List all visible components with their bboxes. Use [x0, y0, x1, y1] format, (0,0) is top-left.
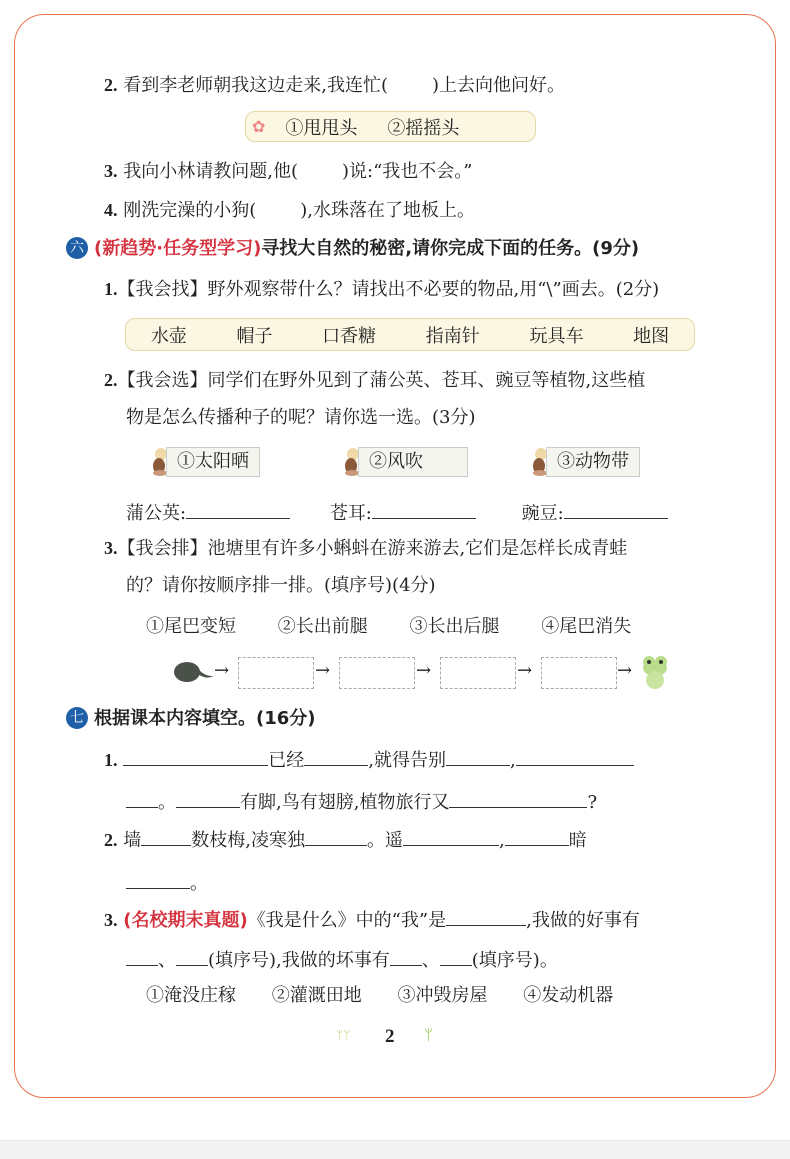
- answer-blank[interactable]: [305, 825, 367, 846]
- item-number: 2.: [104, 75, 118, 95]
- text: 《我是什么》中的“我”是: [247, 910, 447, 931]
- item[interactable]: 玩具车: [529, 325, 584, 347]
- text: 【我会选】同学们在野外见到了蒲公英、苍耳、豌豆等植物,这些植: [117, 370, 646, 391]
- answer-blank[interactable]: [446, 745, 510, 766]
- item[interactable]: 帽子: [236, 325, 273, 347]
- plant-label: 苍耳:: [329, 503, 372, 524]
- answer-blank[interactable]: [440, 945, 472, 966]
- page-number: 2: [385, 1026, 395, 1047]
- text: 有脚,鸟有翅膀,植物旅行又: [240, 792, 450, 813]
- frog-icon: [640, 654, 670, 694]
- text: 、: [421, 950, 440, 971]
- text: 【我会找】野外观察带什么？请找出不必要的物品,用“\”画去。(2分): [117, 279, 660, 300]
- answer-blank[interactable]: [304, 745, 368, 766]
- arrow-icon: →: [315, 660, 331, 681]
- item-number: 1.: [104, 279, 118, 299]
- text: ,: [498, 830, 505, 851]
- option: ①淹没庄稼: [146, 985, 236, 1006]
- section-title: 寻找大自然的秘密,请你完成下面的任务。(9分): [261, 238, 640, 259]
- option: ②灌溉田地: [271, 985, 362, 1006]
- item-number: 4.: [104, 200, 118, 220]
- text: 刚洗完澡的小狗(: [123, 200, 257, 221]
- q6-s3-line2: 的？请你按顺序排一排。(填序号)(4分): [126, 575, 436, 596]
- order-box[interactable]: [339, 657, 415, 689]
- answer-blank[interactable]: [372, 498, 476, 519]
- option: ①尾巴变短: [146, 616, 236, 637]
- item-number: 2.: [104, 370, 118, 390]
- order-box[interactable]: [541, 657, 617, 689]
- arrow-icon: →: [517, 660, 533, 681]
- q5-item4: [104, 197, 475, 224]
- q6-s2-line1: [104, 367, 645, 394]
- item[interactable]: 地图: [633, 325, 670, 347]
- plant-label: 蒲公英:: [126, 503, 187, 524]
- source-tag: (名校期末真题): [123, 910, 248, 931]
- option: ③冲毁房屋: [397, 985, 488, 1006]
- item-number: 3.: [104, 538, 118, 558]
- order-box[interactable]: [238, 657, 314, 689]
- text: 已经: [268, 750, 305, 771]
- sprout-icon: ᛘ: [424, 1026, 434, 1044]
- item[interactable]: 口香糖: [322, 325, 377, 347]
- q5-item2: [104, 72, 565, 99]
- q7-s3-line2: [126, 945, 558, 974]
- q5-options-box: [245, 111, 536, 142]
- tadpole-options: [146, 614, 631, 640]
- answer-blank[interactable]: [176, 945, 208, 966]
- answer-blank[interactable]: [516, 745, 634, 766]
- arrow-icon: →: [416, 660, 432, 681]
- text: 看到李老师朝我这边走来,我连忙(: [123, 75, 388, 96]
- option: ②长出前腿: [277, 616, 368, 637]
- option: ④发动机器: [523, 985, 614, 1006]
- text: ?: [587, 792, 598, 813]
- arrow-icon: →: [214, 660, 230, 681]
- q6-heading: [66, 236, 639, 262]
- text: 【我会排】池塘里有许多小蝌蚪在游来游去,它们是怎样长成青蛙: [117, 538, 628, 559]
- answer-blank[interactable]: [126, 945, 158, 966]
- text: ),水珠落在了地板上。: [300, 200, 476, 221]
- option-tag: ①太阳晒: [166, 447, 260, 477]
- section-title: 根据课本内容填空。(16分): [94, 708, 316, 729]
- answer-blank[interactable]: [141, 825, 191, 846]
- flower-icon: ✿: [252, 117, 266, 136]
- answer-blank[interactable]: [126, 868, 190, 889]
- text: 。遥: [366, 830, 403, 851]
- q5-item3: [104, 158, 472, 185]
- plant-label: 豌豆:: [521, 503, 564, 524]
- plant-answers: [126, 498, 668, 527]
- answer-blank[interactable]: [403, 825, 499, 846]
- answer-blank[interactable]: [186, 498, 290, 519]
- option-tag: ②风吹: [358, 447, 468, 477]
- q7-s2-line2: [126, 868, 208, 897]
- q6-s1: [104, 276, 659, 303]
- text: 、: [158, 950, 176, 971]
- q7-s3-line1: [104, 905, 640, 934]
- text: ,就得告别: [368, 750, 446, 771]
- q7-s2-line1: [104, 825, 587, 854]
- items-box: [125, 318, 695, 351]
- bottom-strip: [0, 1140, 790, 1159]
- answer-blank[interactable]: [176, 787, 240, 808]
- q6-s2-line2: 物是怎么传播种子的呢？请你选一选。(3分): [126, 407, 476, 428]
- q7-s1-line2: [126, 787, 597, 816]
- section-badge: 六: [66, 237, 88, 259]
- text: ,: [509, 750, 516, 771]
- section-tag: (新趋势·任务型学习): [94, 238, 262, 259]
- option: ②摇摇头: [387, 117, 460, 139]
- text: 暗: [568, 830, 587, 851]
- text: 我向小林请教问题,他(: [123, 161, 298, 182]
- text: 数枝梅,凌寒独: [191, 830, 305, 851]
- text: (填序号),我做的坏事有: [208, 950, 390, 971]
- arrow-icon: →: [617, 660, 633, 681]
- q7-s1-line1: [104, 745, 634, 774]
- item-number: 3.: [104, 910, 118, 930]
- answer-blank[interactable]: [126, 787, 158, 808]
- sprout-icon: ᛘᛘ: [336, 1028, 351, 1042]
- answer-blank[interactable]: [449, 787, 587, 808]
- answer-blank[interactable]: [446, 905, 526, 926]
- order-box[interactable]: [440, 657, 516, 689]
- option: ③长出后腿: [409, 616, 500, 637]
- text: (填序号)。: [471, 950, 558, 971]
- option-tag: ③动物带: [546, 447, 640, 477]
- answer-blank[interactable]: [564, 498, 668, 519]
- answer-blank[interactable]: [390, 945, 422, 966]
- q7-s3-options: [146, 983, 613, 1009]
- text: )上去向他问好。: [431, 75, 566, 96]
- item[interactable]: 指南针: [425, 325, 480, 347]
- item[interactable]: 水壶: [150, 325, 187, 347]
- text: 墙: [123, 830, 142, 851]
- item-number: 3.: [104, 161, 118, 181]
- text: ,我做的好事有: [526, 910, 640, 931]
- option: ①甩甩头: [285, 117, 358, 139]
- tadpole-icon: [172, 660, 214, 688]
- item-number: 1.: [104, 750, 118, 770]
- answer-blank[interactable]: [123, 745, 268, 766]
- q6-s3-line1: [104, 535, 627, 562]
- answer-blank[interactable]: [505, 825, 569, 846]
- item-number: 2.: [104, 830, 118, 850]
- section-badge: 七: [66, 707, 88, 729]
- text: 。: [158, 792, 176, 813]
- text: )说:“我也不会。”: [341, 161, 473, 182]
- text: 。: [190, 873, 208, 894]
- option: ④尾巴消失: [541, 616, 632, 637]
- q7-heading: [66, 706, 316, 732]
